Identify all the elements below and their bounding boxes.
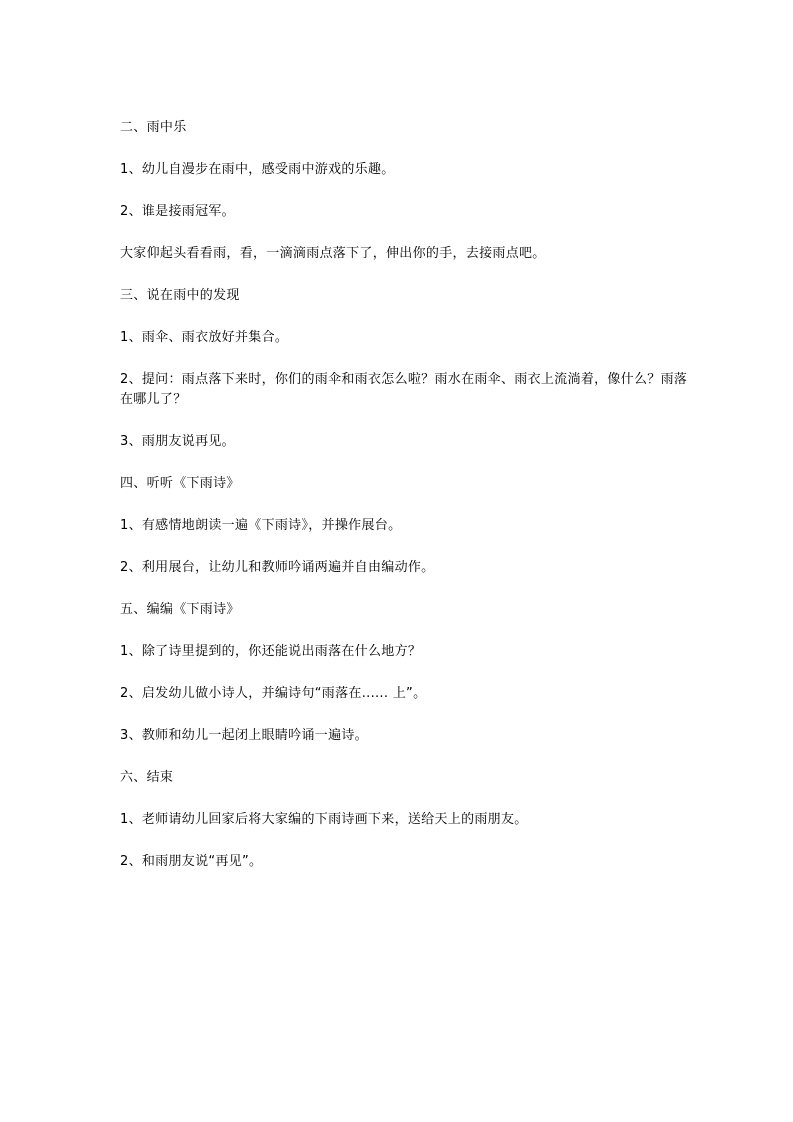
list-item: 2、谁是接雨冠军。	[120, 204, 235, 219]
document-body	[120, 118, 690, 894]
section-heading-ending: 六、结束	[120, 770, 174, 785]
list-item: 1、有感情地朗读一遍《下雨诗》，并操作展台。	[120, 518, 402, 533]
section-heading-compose-poem: 五、编编《下雨诗》	[120, 602, 240, 617]
section-heading-rain-fun: 二、雨中乐	[120, 120, 187, 135]
list-item: 3、雨朋友说再见。	[120, 434, 235, 449]
list-item: 1、老师请幼儿回家后将大家编的下雨诗画下来，送给天上的雨朋友。	[120, 812, 528, 827]
list-item: 2、利用展台，让幼儿和教师吟诵两遍并自由编动作。	[120, 560, 435, 575]
list-item: 3、教师和幼儿一起闭上眼睛吟诵一遍诗。	[120, 728, 368, 743]
list-item: 2、提问：雨点落下来时，你们的雨伞和雨衣怎么啦？雨水在雨伞、雨衣上流淌着，像什么？雨落在哪儿了？	[120, 372, 688, 407]
section-heading-listen-poem: 四、听听《下雨诗》	[120, 476, 240, 491]
section-heading-discoveries: 三、说在雨中的发现	[120, 288, 240, 303]
list-item: 1、除了诗里提到的，你还能说出雨落在什么地方？	[120, 644, 422, 659]
body-paragraph: 大家仰起头看看雨，看，一滴滴雨点落下了，伸出你的手，去接雨点吧。	[120, 246, 546, 261]
list-item: 1、雨伞、雨衣放好并集合。	[120, 330, 289, 345]
list-item: 2、和雨朋友说“再见”。	[120, 854, 263, 869]
list-item: 2、启发幼儿做小诗人，并编诗句“雨落在...... 上”。	[120, 686, 427, 701]
list-item: 1、幼儿自漫步在雨中，感受雨中游戏的乐趣。	[120, 162, 395, 177]
